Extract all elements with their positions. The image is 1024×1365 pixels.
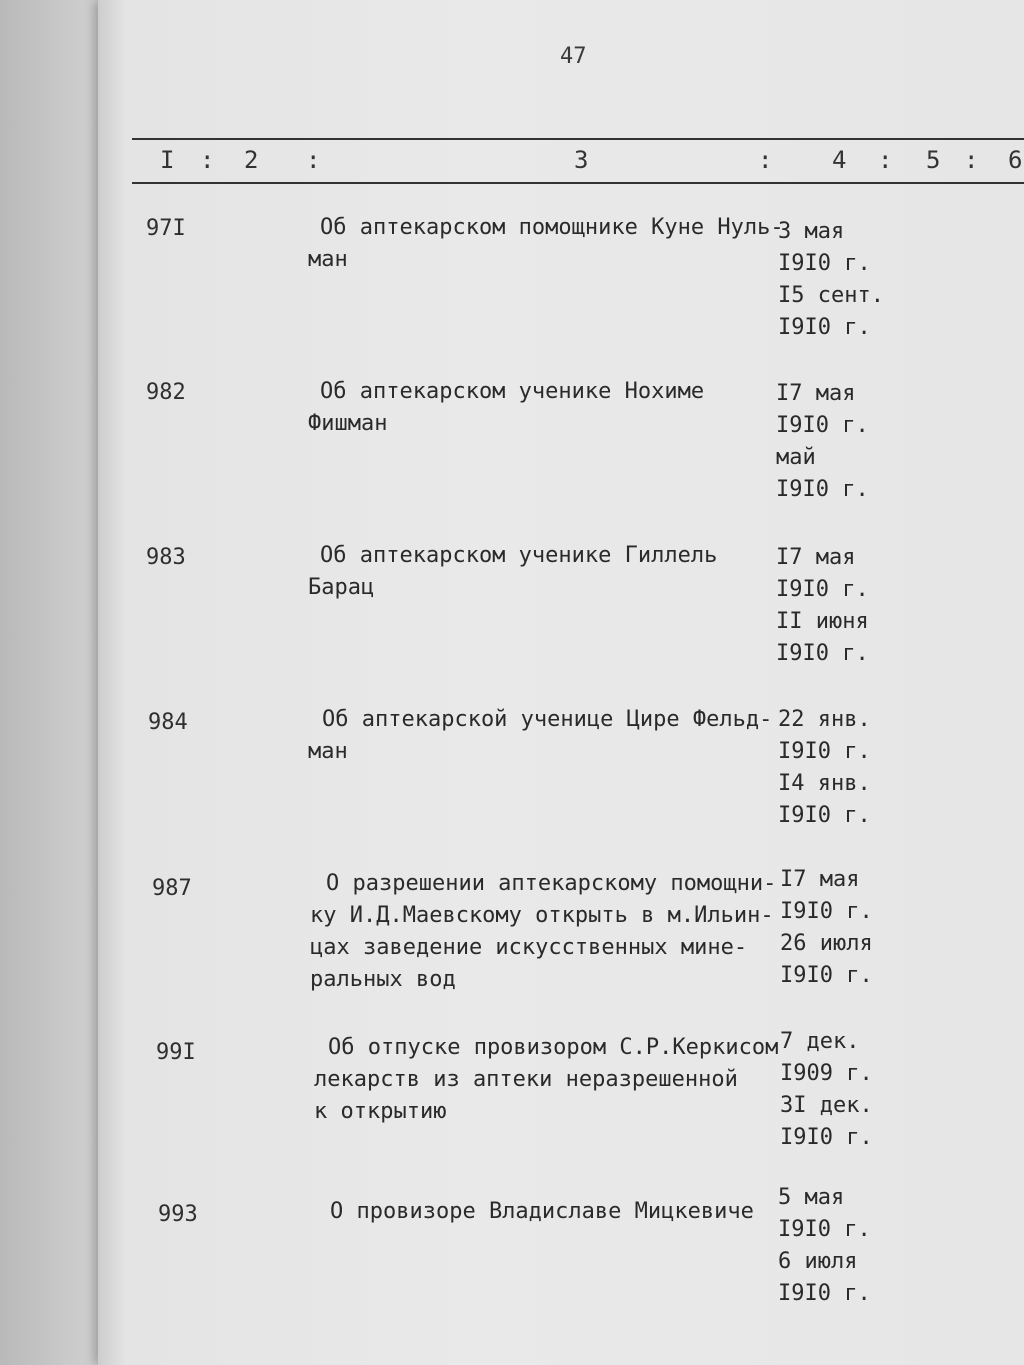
entry-dates [778, 704, 871, 832]
entry-date: I9I0 г. [780, 1125, 873, 1150]
entry-date: I9I0 г. [776, 413, 869, 438]
header-col-6: 6 [1008, 146, 1023, 174]
entry-date: 26 июля [780, 931, 873, 956]
entry-number: 99I [156, 1040, 196, 1065]
entry-date: I9I0 г. [776, 577, 869, 602]
entry-date: I9I0 г. [778, 315, 871, 340]
header-col-3: 3 [574, 146, 589, 174]
page-number: 47 [560, 44, 587, 69]
header-top-rule [132, 138, 1024, 140]
header-separator: : [964, 146, 979, 174]
entry-title [310, 868, 776, 996]
entry-title [330, 1196, 754, 1228]
entry-title [308, 376, 704, 440]
entry-date: I9I0 г. [778, 803, 871, 828]
entry-date: май [776, 445, 816, 470]
entry-title-line: О провизоре Владиславе Мицкевиче [330, 1199, 754, 1224]
entry-date: I9I0 г. [778, 739, 871, 764]
entry-dates [778, 216, 884, 344]
entry-date: I5 сент. [778, 283, 884, 308]
header-separator: : [200, 146, 215, 174]
entry-date: I4 янв. [778, 771, 871, 796]
entry-date: I9I0 г. [776, 477, 869, 502]
entry-title [308, 704, 772, 768]
entry-date: 3 мая [778, 219, 845, 244]
header-separator: : [306, 146, 321, 174]
entry-title-line: Об аптекарском ученике Нохиме [320, 379, 705, 404]
entry-date: I9I0 г. [776, 641, 869, 666]
entry-date: I909 г. [780, 1061, 873, 1086]
header-col-2: 2 [244, 146, 259, 174]
entry-title-line: Об аптекарской ученице Цире Фельд- [322, 707, 773, 732]
entry-dates [780, 1026, 873, 1154]
entry-title [314, 1032, 778, 1128]
entry-title-line: цах заведение искусственных мине- [310, 935, 748, 960]
entry-date: 6 июля [778, 1249, 858, 1274]
entry-date: I9I0 г. [778, 1217, 871, 1242]
entry-title-line: лекарств из аптеки неразрешенной [314, 1067, 738, 1092]
entry-title-line: Об аптекарском ученике Гиллель [320, 543, 718, 568]
entry-number: 983 [146, 545, 186, 570]
entry-date: 7 дек. [780, 1029, 860, 1054]
header-col-1: I [160, 146, 175, 174]
entry-title-line: Фишман [308, 411, 388, 436]
entry-title [308, 540, 717, 604]
entry-number: 984 [148, 710, 188, 735]
header-separator: : [758, 146, 773, 174]
entry-title-line: Об аптекарском помощнике Куне Нуль- [320, 215, 784, 240]
entry-date: I9I0 г. [780, 899, 873, 924]
entry-date: I9I0 г. [778, 251, 871, 276]
entry-date: II июня [776, 609, 869, 634]
entry-title-line: Барац [308, 575, 375, 600]
entry-date: 5 мая [778, 1185, 845, 1210]
entry-date: 22 янв. [778, 707, 871, 732]
entry-title [308, 212, 784, 276]
entry-date: I9I0 г. [778, 1281, 871, 1306]
entry-title-line: О разрешении аптекарскому помощни- [326, 871, 777, 896]
entry-title-line: ман [308, 739, 348, 764]
entry-title-line: ку И.Д.Маевскому открыть в м.Ильин- [310, 903, 774, 928]
entry-number: 987 [152, 876, 192, 901]
header-separator: : [878, 146, 893, 174]
entry-title-line: ман [308, 247, 348, 272]
entry-dates [778, 1182, 871, 1310]
entry-dates [776, 378, 869, 506]
entry-dates [776, 542, 869, 670]
entry-date: I7 мая [776, 545, 856, 570]
document-page [98, 0, 1024, 1365]
entry-date: 3I дек. [780, 1093, 873, 1118]
entry-date: I7 мая [776, 381, 856, 406]
entry-title-line: ральных вод [310, 967, 456, 992]
header-col-4: 4 [832, 146, 847, 174]
header-col-5: 5 [926, 146, 941, 174]
entry-number: 982 [146, 380, 186, 405]
entry-title-line: к открытию [314, 1099, 447, 1124]
entry-title-line: Об отпуске провизором С.Р.Керкисом [328, 1035, 779, 1060]
header-bottom-rule [132, 182, 1024, 184]
entry-date: I9I0 г. [780, 963, 873, 988]
entry-number: 97I [146, 216, 186, 241]
entry-dates [780, 864, 873, 992]
entry-date: I7 мая [780, 867, 860, 892]
entry-number: 993 [158, 1202, 198, 1227]
